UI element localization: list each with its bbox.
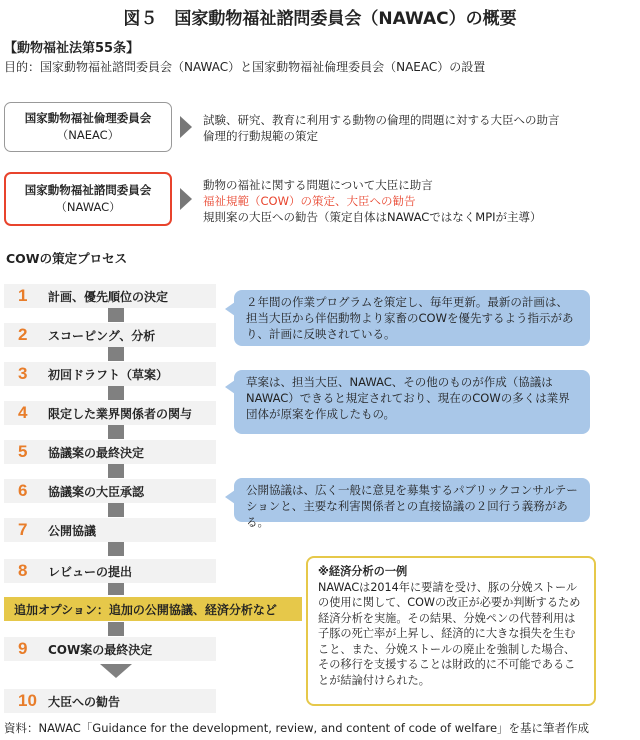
econ-heading: ※経済分析の一例	[318, 565, 408, 578]
naeac-abbr: （NAEAC）	[56, 128, 120, 142]
naeac-arrow-icon	[180, 116, 192, 138]
economic-analysis-box	[306, 556, 596, 706]
step-label: 大臣への勧告	[48, 694, 121, 709]
nawac-arrow-icon	[180, 188, 192, 210]
connector	[108, 386, 124, 400]
naeac-desc-line: 試験、研究、教育に利用する動物の倫理的問題に対する大臣への助言	[203, 113, 560, 127]
step-number: 3	[18, 364, 28, 383]
optional-step: 追加オプション：追加の公開協議、経済分析など	[4, 597, 302, 621]
process-step	[4, 559, 216, 583]
process-step	[4, 689, 216, 713]
step-number: 5	[18, 442, 28, 461]
step-label: 限定した業界関係者の関与	[48, 406, 193, 421]
step-number: 8	[18, 561, 28, 580]
naeac-desc-line: 倫理的行動規範の策定	[203, 129, 318, 143]
note-bubble: 草案は、担当大臣、NAWAC、その他のものが作成（協議はNAWAC）できると規定されており、現在のCOWの多くは業界団体が原案を作成したもの。	[234, 370, 590, 434]
nawac-desc-line: 規則案の大臣への勧告（策定自体はNAWACではなくMPIが主導）	[203, 210, 542, 224]
connector	[108, 308, 124, 322]
step-number: 4	[18, 403, 28, 422]
connector	[108, 542, 124, 556]
note-bubble: 公開協議は、広く一般に意見を募集するパブリックコンサルテーションと、主要な利害関係者との直接協議の２回行う義務がある。	[234, 478, 590, 522]
naeac-description	[203, 112, 560, 144]
connector	[108, 581, 124, 595]
step-number: 6	[18, 481, 28, 500]
process-step	[4, 284, 216, 308]
nawac-box	[4, 172, 172, 226]
step-label: 初回ドラフト（草案）	[48, 367, 169, 382]
note-bubble: ２年間の作業プログラムを策定し、毎年更新。最新の計画は、担当大臣から伴侶動物より家畜のCOWを優先するよう指示があり、計画に反映されている。	[234, 290, 590, 346]
process-title: COWの策定プロセス	[6, 251, 128, 266]
connector	[108, 425, 124, 439]
connector	[108, 464, 124, 478]
step-label: 協議案の大臣承認	[48, 484, 145, 499]
step-label: スコーピング、分析	[48, 328, 156, 343]
purpose-text: 目的：国家動物福祉諮問委員会（NAWAC）と国家動物福祉倫理委員会（NAEAC）の設置	[4, 60, 486, 74]
step-label: 計画、優先順位の決定	[48, 289, 169, 304]
step-label: 協議案の最終決定	[48, 445, 145, 460]
naeac-box	[4, 102, 172, 152]
process-step	[4, 440, 216, 464]
nawac-desc-highlight: 福祉規範（COW）の策定、大臣への勧告	[203, 194, 416, 208]
connector	[108, 347, 124, 361]
nawac-description	[203, 177, 542, 225]
step-number: 1	[18, 286, 28, 305]
naeac-name: 国家動物福祉倫理委員会	[24, 111, 152, 125]
process-step	[4, 518, 216, 542]
step-number: 7	[18, 520, 28, 539]
step-number: 2	[18, 325, 28, 344]
law-heading: 【動物福祉法第55条】	[4, 41, 140, 56]
connector	[108, 622, 124, 636]
process-step	[4, 637, 216, 661]
connector	[108, 503, 124, 517]
nawac-abbr: （NAWAC）	[55, 200, 121, 214]
process-step	[4, 362, 216, 386]
process-step	[4, 479, 216, 503]
nawac-name: 国家動物福祉諮問委員会	[24, 183, 152, 197]
econ-body: NAWACは2014年に要請を受け、豚の分娩ストールの使用に関して、COWの改正が必要か判断するため経済分析を実施。その結果、分娩ペンの代替利用は子豚の死亡率が上昇し、経済的に大きな損失を生むこと、また、分娩ストールの廃止を強制した場合、その移行を支援することは財政的に不可能であることが結論付けられた。	[318, 580, 581, 687]
source-note: 資料：NAWAC「Guidance for the development, review, and content of code of welfare」を基に筆者作成	[4, 721, 590, 735]
step-number: 9	[18, 639, 28, 658]
process-step	[4, 323, 216, 347]
process-step	[4, 401, 216, 425]
page-title: 図５ 国家動物福祉諮問委員会（NAWAC）の概要	[123, 9, 517, 29]
step-label: レビューの提出	[48, 564, 133, 579]
down-arrow-icon	[100, 664, 132, 678]
step-number: 10	[18, 691, 37, 710]
nawac-desc-line: 動物の福祉に関する問題について大臣に助言	[203, 178, 433, 192]
step-label: 公開協議	[48, 523, 97, 538]
step-label: COW案の最終決定	[48, 642, 153, 657]
